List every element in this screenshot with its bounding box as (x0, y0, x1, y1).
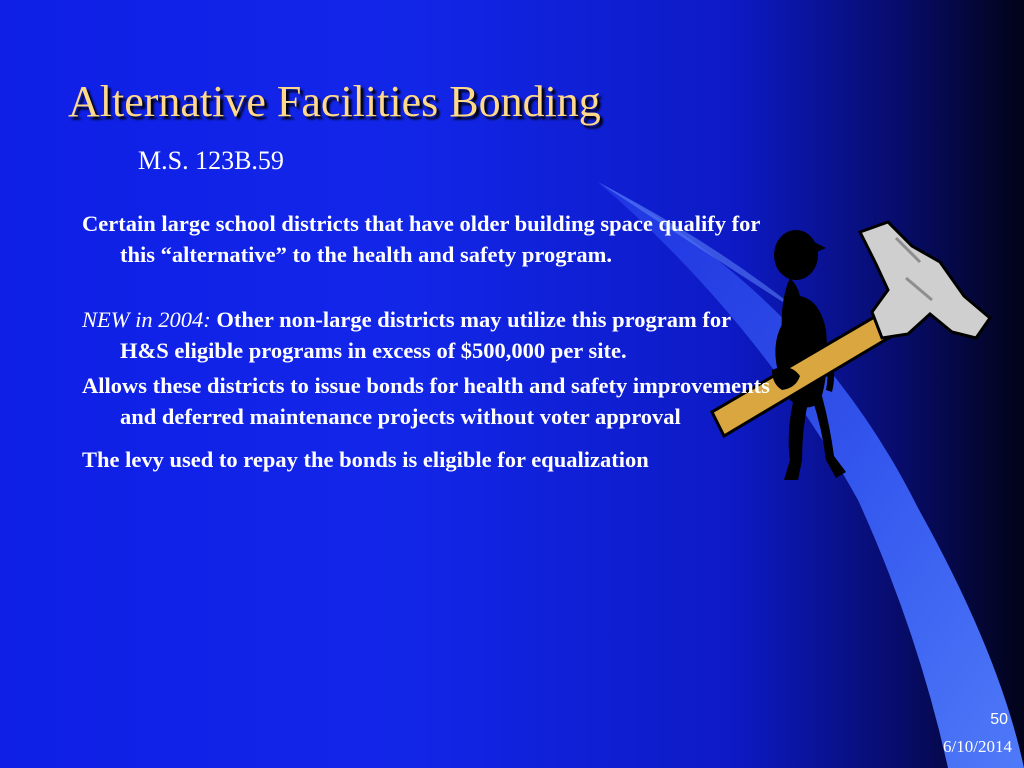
bullet-item (82, 444, 772, 475)
bullet-text: The levy used to repay the bonds is eligible for equalization (82, 447, 649, 472)
slide-number: 50 (990, 711, 1008, 728)
slide-subtitle: M.S. 123B.59 (138, 146, 284, 175)
bullet-item (82, 370, 772, 432)
bullet-item (82, 304, 772, 366)
slide-date: 6/10/2014 (943, 737, 1012, 756)
slide-title: Alternative Facilities Bonding (68, 77, 601, 126)
bullet-text: Other non-large districts may utilize this program for H&S eligible programs in excess of $500,000 per site. (120, 307, 731, 363)
bullet-item (82, 208, 772, 270)
bullet-lead: NEW in 2004: (82, 307, 211, 332)
bullet-text: Certain large school districts that have older building space qualify for this “alternative” to the health and safety program. (82, 211, 760, 267)
bullet-text: Allows these districts to issue bonds for health and safety improvements and deferred maintenance projects without voter approval (82, 373, 770, 429)
bullet-list (82, 208, 772, 475)
